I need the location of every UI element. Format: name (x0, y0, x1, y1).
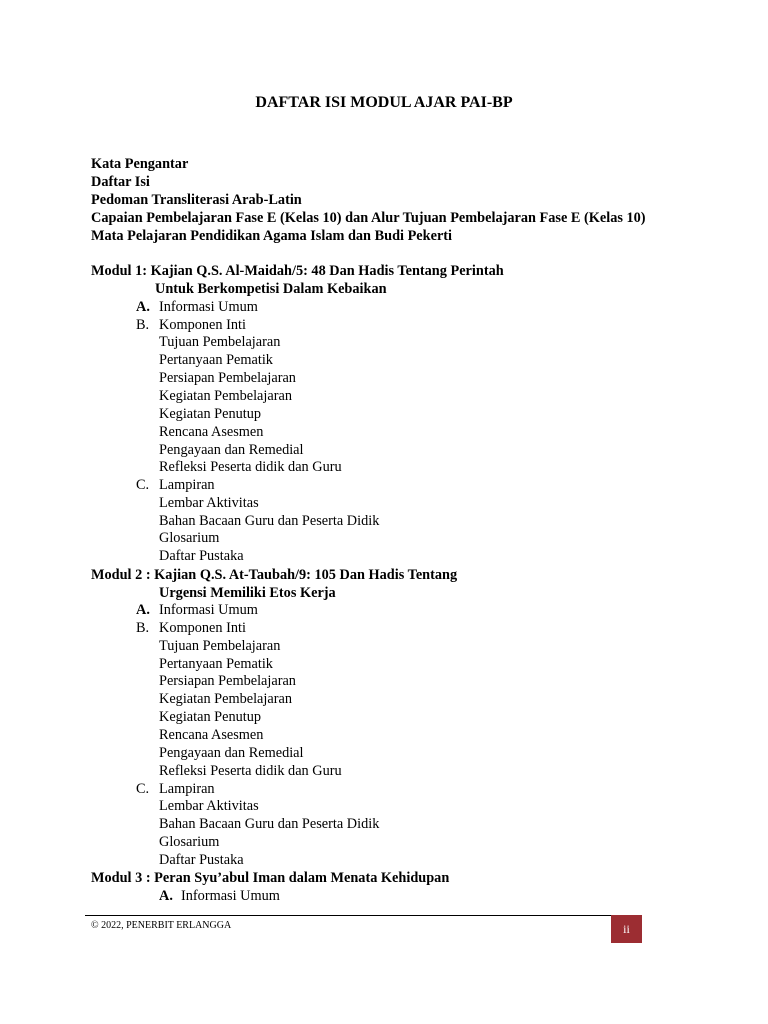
section-label[interactable]: Komponen Inti (159, 317, 246, 333)
toc-item[interactable]: Rencana Asesmen (159, 424, 264, 440)
section-marker: A. (159, 888, 173, 904)
toc-item[interactable]: Daftar Pustaka (159, 548, 244, 564)
toc-item[interactable]: Pertanyaan Pematik (159, 352, 273, 368)
modul-2-heading-cont[interactable]: Urgensi Memiliki Etos Kerja (159, 585, 336, 601)
toc-item[interactable]: Lembar Aktivitas (159, 495, 259, 511)
toc-item[interactable]: Pertanyaan Pematik (159, 656, 273, 672)
page-number-badge: ii (611, 915, 642, 943)
toc-entry[interactable]: Pedoman Transliterasi Arab-Latin (91, 192, 302, 208)
toc-item[interactable]: Tujuan Pembelajaran (159, 334, 281, 350)
section-label[interactable]: Komponen Inti (159, 620, 246, 636)
toc-item[interactable]: Lembar Aktivitas (159, 798, 259, 814)
toc-item[interactable]: Kegiatan Pembelajaran (159, 388, 292, 404)
section-label[interactable]: Informasi Umum (181, 888, 280, 904)
section-marker: A. (136, 602, 150, 618)
section-label[interactable]: Lampiran (159, 477, 215, 493)
toc-entry[interactable]: Mata Pelajaran Pendidikan Agama Islam dan Budi Pekerti (91, 228, 453, 244)
modul-3-heading[interactable]: Modul 3 : Peran Syu’abul Iman dalam Menata Kehidupan (91, 870, 450, 886)
section-label[interactable]: Informasi Umum (159, 602, 258, 618)
toc-item[interactable]: Kegiatan Pembelajaran (159, 691, 292, 707)
page-title: DAFTAR ISI MODUL AJAR PAI-BP (255, 94, 513, 111)
toc-item[interactable]: Pengayaan dan Remedial (159, 442, 304, 458)
toc-entry[interactable]: Capaian Pembelajaran Fase E (Kelas 10) dan Alur Tujuan Pembelajaran Fase E (Kelas 10) (91, 210, 646, 226)
section-marker: B. (136, 620, 150, 636)
toc-item[interactable]: Persiapan Pembelajaran (159, 370, 296, 386)
toc-item[interactable]: Rencana Asesmen (159, 727, 264, 743)
section-marker: B. (136, 317, 150, 333)
section-label[interactable]: Informasi Umum (159, 299, 258, 315)
toc-entry[interactable]: Kata Pengantar (91, 156, 189, 172)
toc-item[interactable]: Refleksi Peserta didik dan Guru (159, 763, 342, 779)
footer-rule (85, 915, 641, 916)
toc-item[interactable]: Daftar Pustaka (159, 852, 244, 868)
section-marker: A. (136, 299, 150, 315)
section-label[interactable]: Lampiran (159, 781, 215, 797)
toc-item[interactable]: Kegiatan Penutup (159, 406, 262, 422)
toc-item[interactable]: Refleksi Peserta didik dan Guru (159, 459, 342, 475)
toc-entry[interactable]: Daftar Isi (91, 174, 150, 190)
toc-item[interactable]: Pengayaan dan Remedial (159, 745, 304, 761)
toc-item[interactable]: Persiapan Pembelajaran (159, 673, 296, 689)
toc-item[interactable]: Tujuan Pembelajaran (159, 638, 281, 654)
section-marker: C. (136, 781, 150, 797)
modul-1-heading-cont[interactable]: Untuk Berkompetisi Dalam Kebaikan (155, 281, 387, 297)
toc-item[interactable]: Kegiatan Penutup (159, 709, 262, 725)
footer-copyright: © 2022, PENERBIT ERLANGGA (91, 920, 232, 931)
section-marker: C. (136, 477, 150, 493)
modul-1-heading[interactable]: Modul 1: Kajian Q.S. Al-Maidah/5: 48 Dan Hadis Tentang Perintah (91, 263, 504, 279)
toc-item[interactable]: Bahan Bacaan Guru dan Peserta Didik (159, 816, 380, 832)
modul-2-heading[interactable]: Modul 2 : Kajian Q.S. At-Taubah/9: 105 Dan Hadis Tentang (91, 567, 458, 583)
toc-item[interactable]: Bahan Bacaan Guru dan Peserta Didik (159, 513, 380, 529)
toc-item[interactable]: Glosarium (159, 834, 220, 850)
toc-item[interactable]: Glosarium (159, 530, 220, 546)
